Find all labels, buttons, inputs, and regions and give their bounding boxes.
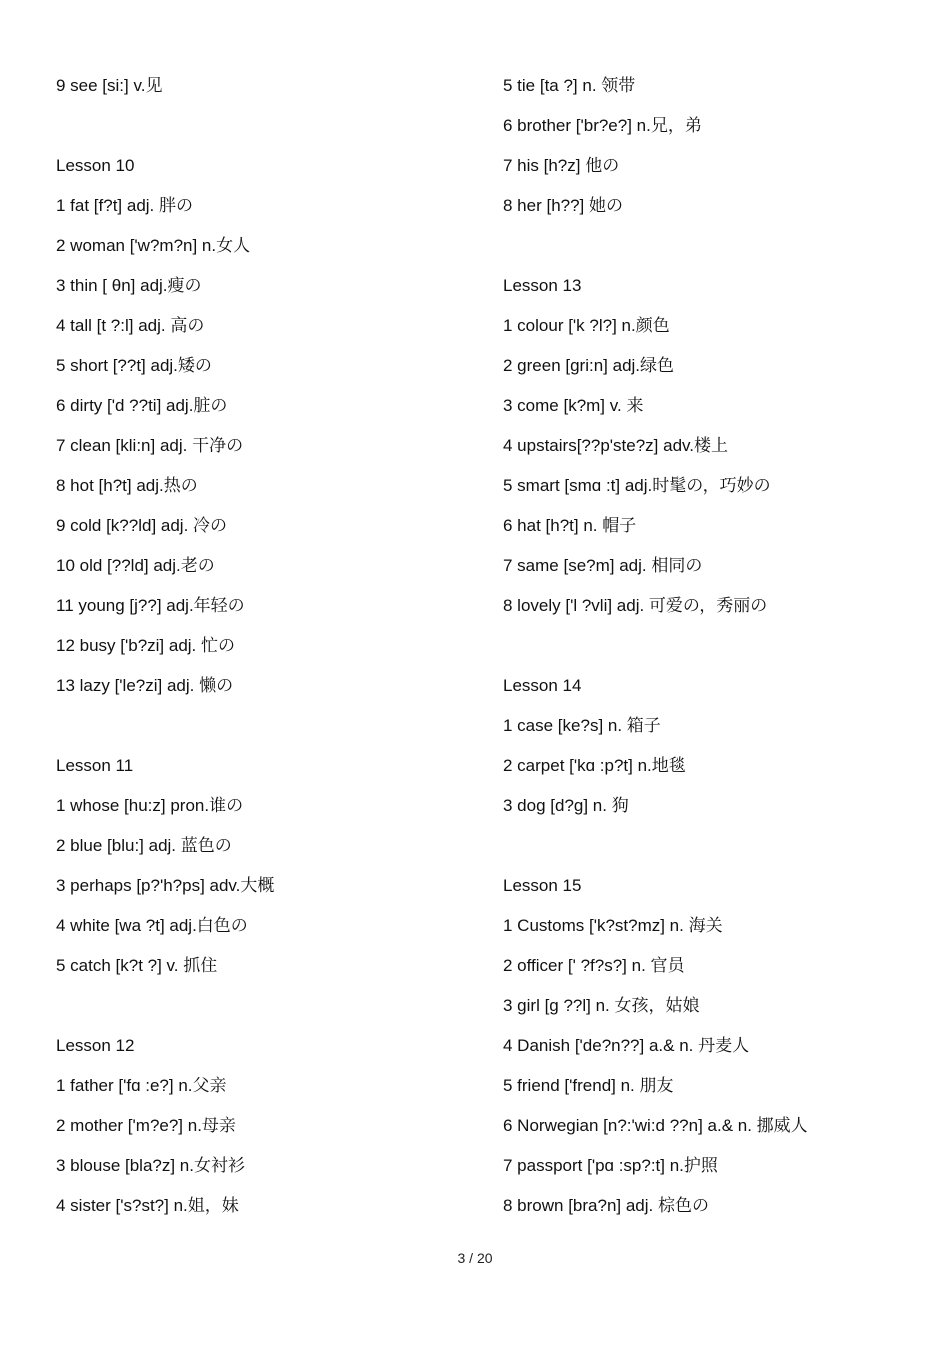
vocab-entry: 6 dirty ['d ??ti] adj.脏の [56,396,228,415]
vocab-entry: 8 hot [h?t] adj.热の [56,476,198,495]
lesson-heading: Lesson 15 [503,876,582,895]
vocab-entry: 6 hat [h?t] n. 帽子 [503,516,637,535]
vocab-entry: 1 case [ke?s] n. 箱子 [503,716,661,735]
lesson-heading: Lesson 11 [56,756,134,775]
vocab-entry: 2 mother ['m?e?] n.母亲 [56,1116,236,1135]
blank-line [503,826,923,866]
vocab-entry: 2 officer [' ?f?s?] n. 官员 [503,956,685,975]
vocab-entry: 2 blue [blu:] adj. 蓝色の [56,836,232,855]
vocab-entry: 3 thin [ θn] adj.瘦の [56,276,202,295]
vocab-entry: 2 carpet ['kɑ :p?t] n.地毯 [503,756,686,775]
vocab-entry: 1 father ['fɑ :e?] n.父亲 [56,1076,227,1095]
vocab-entry: 1 colour ['k ?l?] n.颜色 [503,316,670,335]
left-column [56,66,476,1226]
vocab-entry: 7 his [h?z] 他の [503,156,620,175]
vocab-entry: 4 upstairs[??p'ste?z] adv.楼上 [503,436,728,455]
right-column [503,66,923,1226]
vocab-entry: 13 lazy ['le?zi] adj. 懒の [56,676,234,695]
vocab-entry: 6 Norwegian [n?:'wi:d ??n] a.& n. 挪威人 [503,1116,808,1135]
vocab-entry: 6 brother ['br?e?] n.兄，弟 [503,116,702,135]
blank-line [56,106,476,146]
vocab-entry: 9 see [si:] v.见 [56,76,163,95]
vocab-entry: 11 young [j??] adj.年轻の [56,596,245,615]
vocab-entry: 8 brown [bra?n] adj. 棕色の [503,1196,709,1215]
vocab-entry: 1 whose [hu:z] pron.谁の [56,796,244,815]
vocab-entry: 4 sister ['s?st?] n.姐，妹 [56,1196,239,1215]
vocab-entry: 8 her [h??] 她の [503,196,624,215]
vocab-entry: 9 cold [k??ld] adj. 冷の [56,516,228,535]
vocab-entry: 5 catch [k?t ?] v. 抓住 [56,956,218,975]
blank-line [503,226,923,266]
vocab-entry: 3 perhaps [p?'h?ps] adv.大概 [56,876,275,895]
page-number: 3 / 20 [457,1250,493,1266]
vocab-entry: 5 tie [ta ?] n. 领带 [503,76,636,95]
vocab-entry: 1 Customs ['k?st?mz] n. 海关 [503,916,723,935]
vocab-entry: 1 fat [f?t] adj. 胖の [56,196,194,215]
vocab-entry: 4 Danish ['de?n??] a.& n. 丹麦人 [503,1036,750,1055]
vocab-entry: 2 green [gri:n] adj.绿色 [503,356,675,375]
vocab-entry: 5 short [??t] adj.矮の [56,356,212,375]
lesson-heading: Lesson 12 [56,1036,135,1055]
vocab-entry: 3 come [k?m] v. 来 [503,396,644,415]
lesson-heading: Lesson 13 [503,276,582,295]
vocab-entry: 2 woman ['w?m?n] n.女人 [56,236,251,255]
vocab-entry: 5 smart [smɑ :t] adj.时髦の，巧妙の [503,476,771,495]
vocab-entry: 10 old [??ld] adj.老の [56,556,215,575]
vocab-entry: 7 passport ['pɑ :sp?:t] n.护照 [503,1156,718,1175]
lesson-heading: Lesson 14 [503,676,582,695]
vocab-entry: 7 same [se?m] adj. 相同の [503,556,703,575]
vocab-entry: 3 blouse [bla?z] n.女衬衫 [56,1156,245,1175]
vocab-entry: 4 tall [t ?:l] adj. 高の [56,316,205,335]
blank-line [56,986,476,1026]
blank-line [56,706,476,746]
vocab-entry: 3 dog [d?g] n. 狗 [503,796,629,815]
vocab-entry: 5 friend ['frend] n. 朋友 [503,1076,674,1095]
vocab-entry: 3 girl [g ??l] n. 女孩，姑娘 [503,996,700,1015]
blank-line [503,626,923,666]
vocab-entry: 8 lovely ['l ?vli] adj. 可爱の，秀丽の [503,596,768,615]
vocab-entry: 4 white [wa ?t] adj.白色の [56,916,248,935]
lesson-heading: Lesson 10 [56,156,135,175]
vocab-entry: 7 clean [kli:n] adj. 干净の [56,436,244,455]
vocab-entry: 12 busy ['b?zi] adj. 忙の [56,636,235,655]
